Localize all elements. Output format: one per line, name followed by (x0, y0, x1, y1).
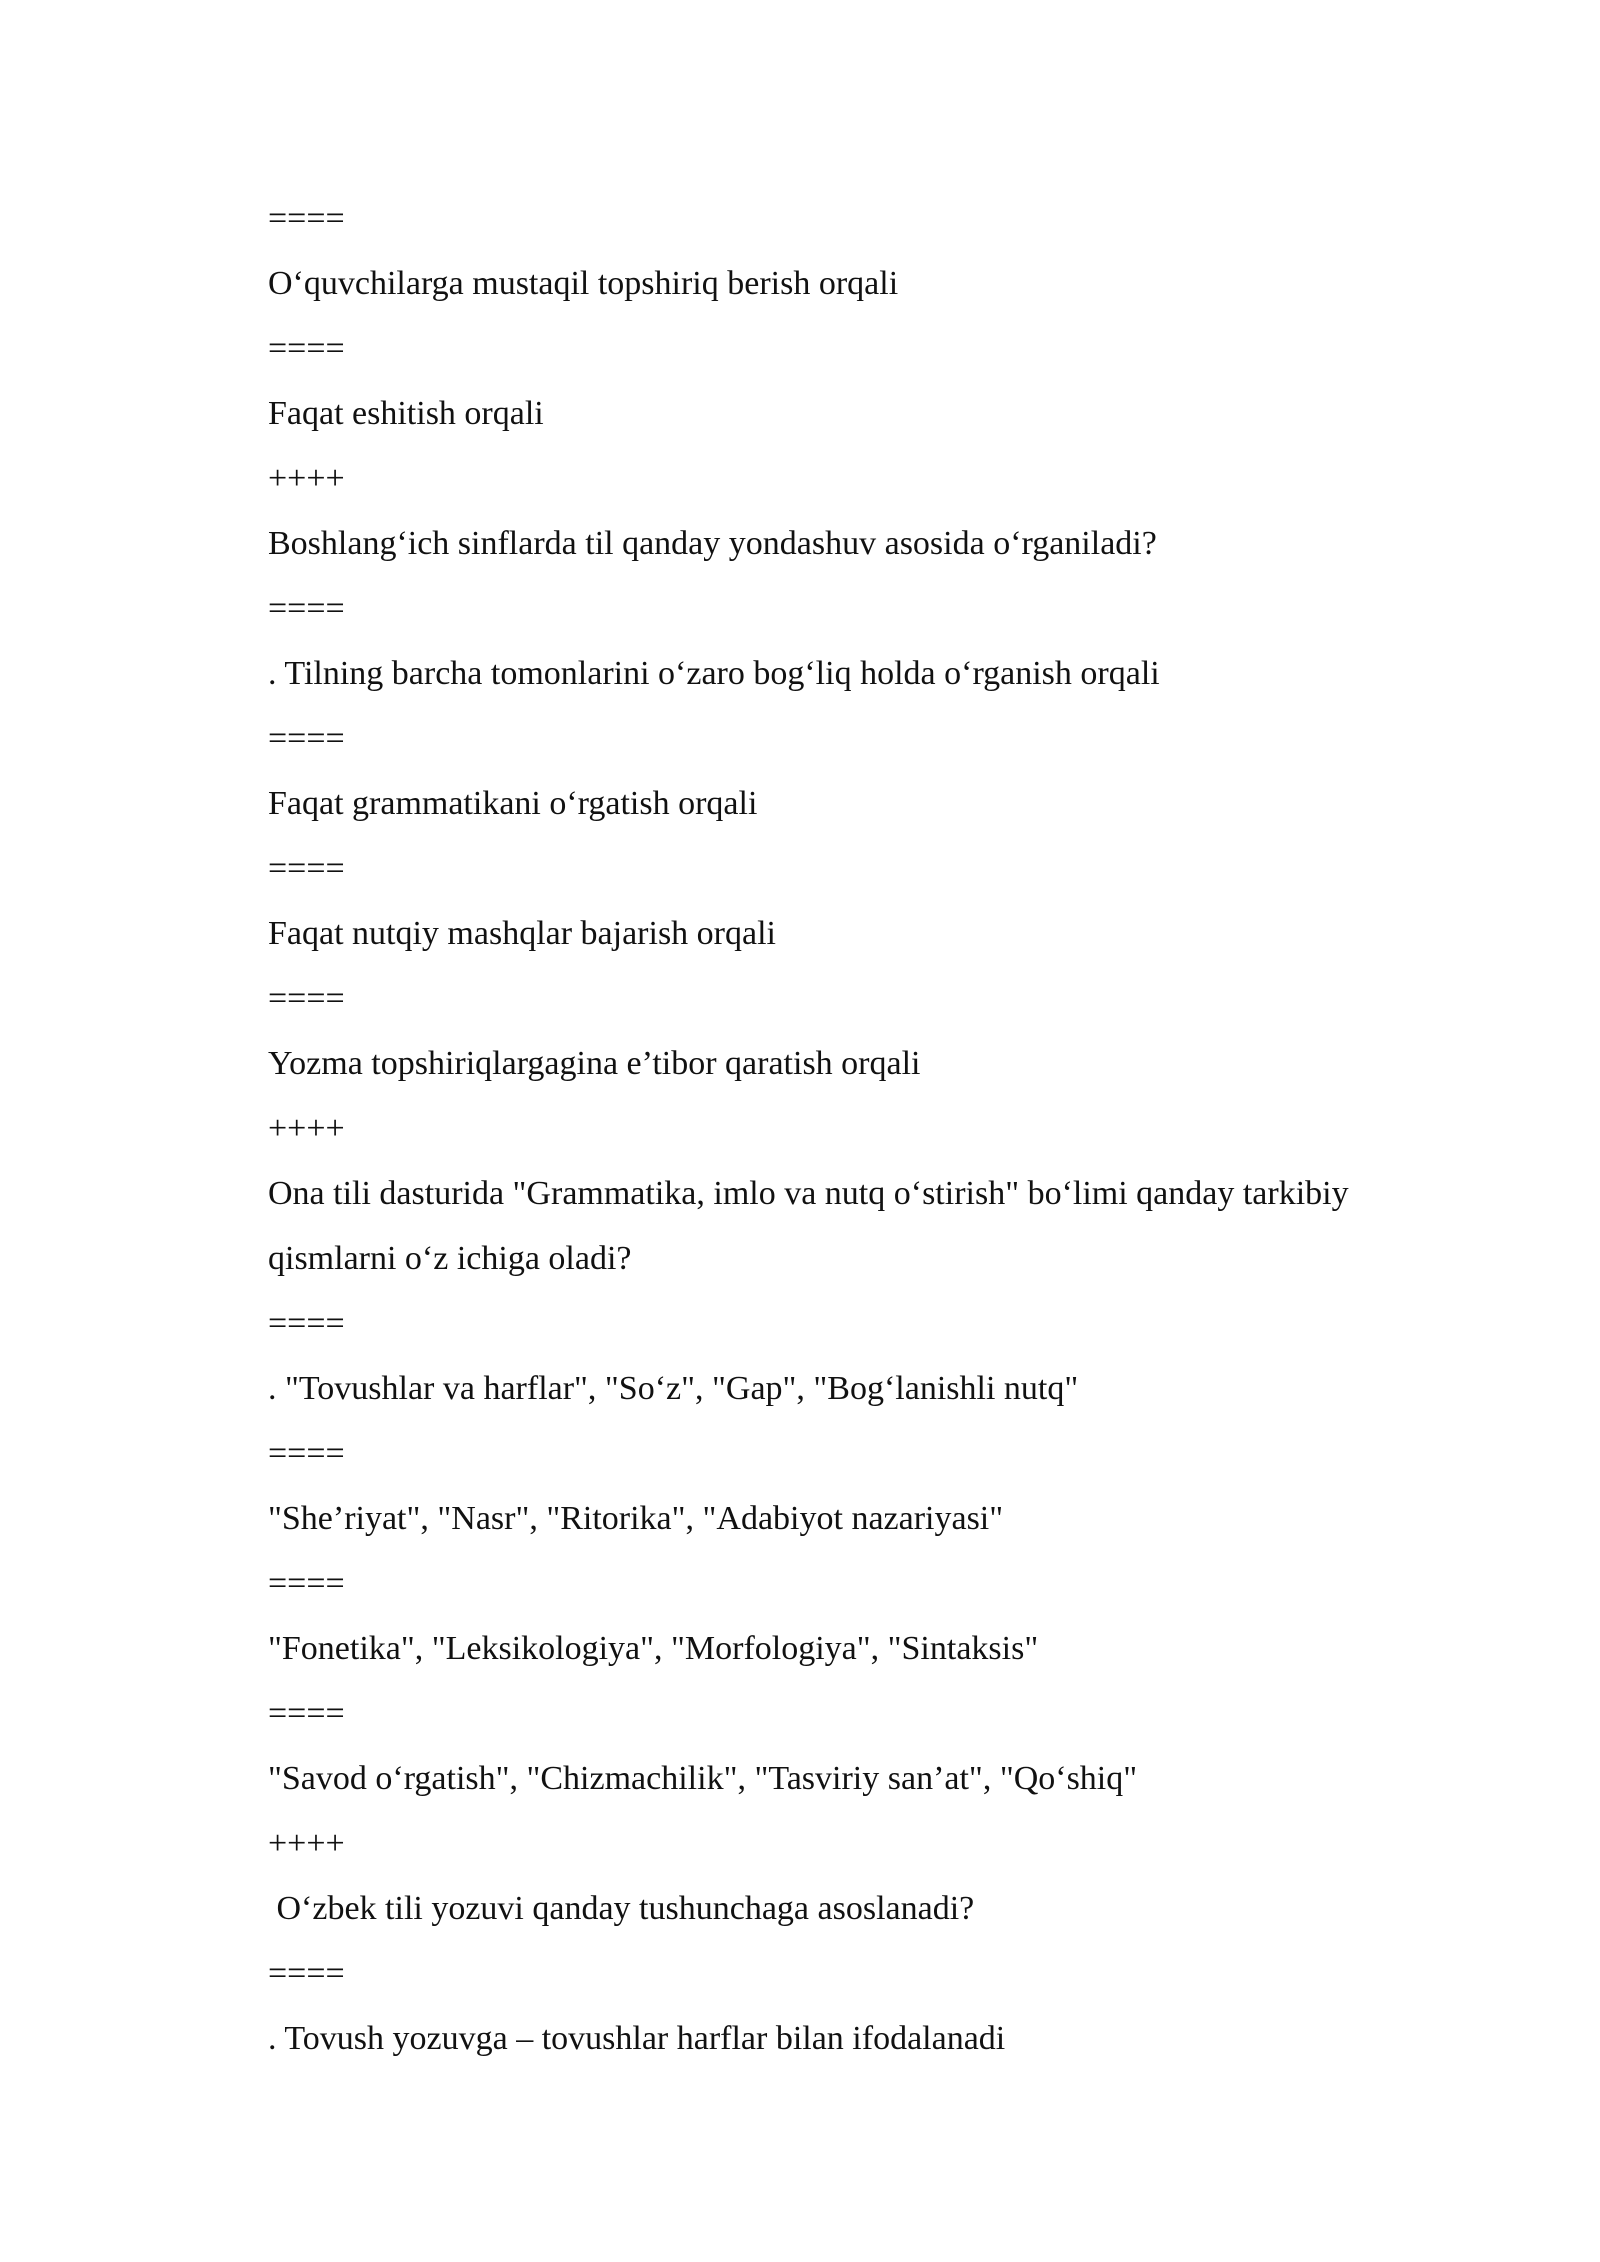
question-text: O‘zbek tili yozuvi qanday tushunchaga asoslanadi? (268, 1890, 975, 1927)
question-text: Ona tili dasturida "Grammatika, imlo va nutq o‘stirish" bo‘limi qanday tarkibiy (268, 1175, 1349, 1212)
answer-option: Faqat nutqiy mashqlar bajarish orqali (268, 915, 776, 952)
separator-line: ==== (268, 1435, 345, 1472)
document-body (268, 186, 1488, 2071)
answer-option: Faqat eshitish orqali (268, 395, 544, 432)
answer-option: Faqat grammatikani o‘rgatish orqali (268, 785, 758, 822)
separator-line: ==== (268, 720, 345, 757)
question-text: Boshlang‘ich sinflarda til qanday yondashuv asosida o‘rganiladi? (268, 525, 1157, 562)
question-text-continued: qismlarni o‘z ichiga oladi? (268, 1240, 632, 1277)
separator-line: ==== (268, 850, 345, 887)
separator-line: ==== (268, 200, 345, 237)
separator-line: ==== (268, 1305, 345, 1342)
separator-line: ==== (268, 330, 345, 367)
answer-option: "Fonetika", "Leksikologiya", "Morfologiya", "Sintaksis" (268, 1630, 1039, 1667)
answer-option: . Tilning barcha tomonlarini o‘zaro bog‘liq holda o‘rganish orqali (268, 655, 1160, 692)
answer-option: Yozma topshiriqlargagina e’tibor qaratish orqali (268, 1045, 921, 1082)
separator-line: ==== (268, 590, 345, 627)
question-separator: ++++ (268, 460, 345, 497)
question-separator: ++++ (268, 1110, 345, 1147)
answer-option: "Savod o‘rgatish", "Chizmachilik", "Tasviriy san’at", "Qo‘shiq" (268, 1760, 1138, 1797)
separator-line: ==== (268, 1695, 345, 1732)
separator-line: ==== (268, 1565, 345, 1602)
answer-option: "She’riyat", "Nasr", "Ritorika", "Adabiyot nazariyasi" (268, 1500, 1004, 1537)
separator-line: ==== (268, 980, 345, 1017)
separator-line: ==== (268, 1955, 345, 1992)
answer-option: . Tovush yozuvga – tovushlar harflar bilan ifodalanadi (268, 2020, 1006, 2057)
answer-option: . "Tovushlar va harflar", "So‘z", "Gap", "Bog‘lanishli nutq" (268, 1370, 1079, 1407)
answer-option: O‘quvchilarga mustaqil topshiriq berish orqali (268, 265, 899, 302)
question-separator: ++++ (268, 1825, 345, 1862)
